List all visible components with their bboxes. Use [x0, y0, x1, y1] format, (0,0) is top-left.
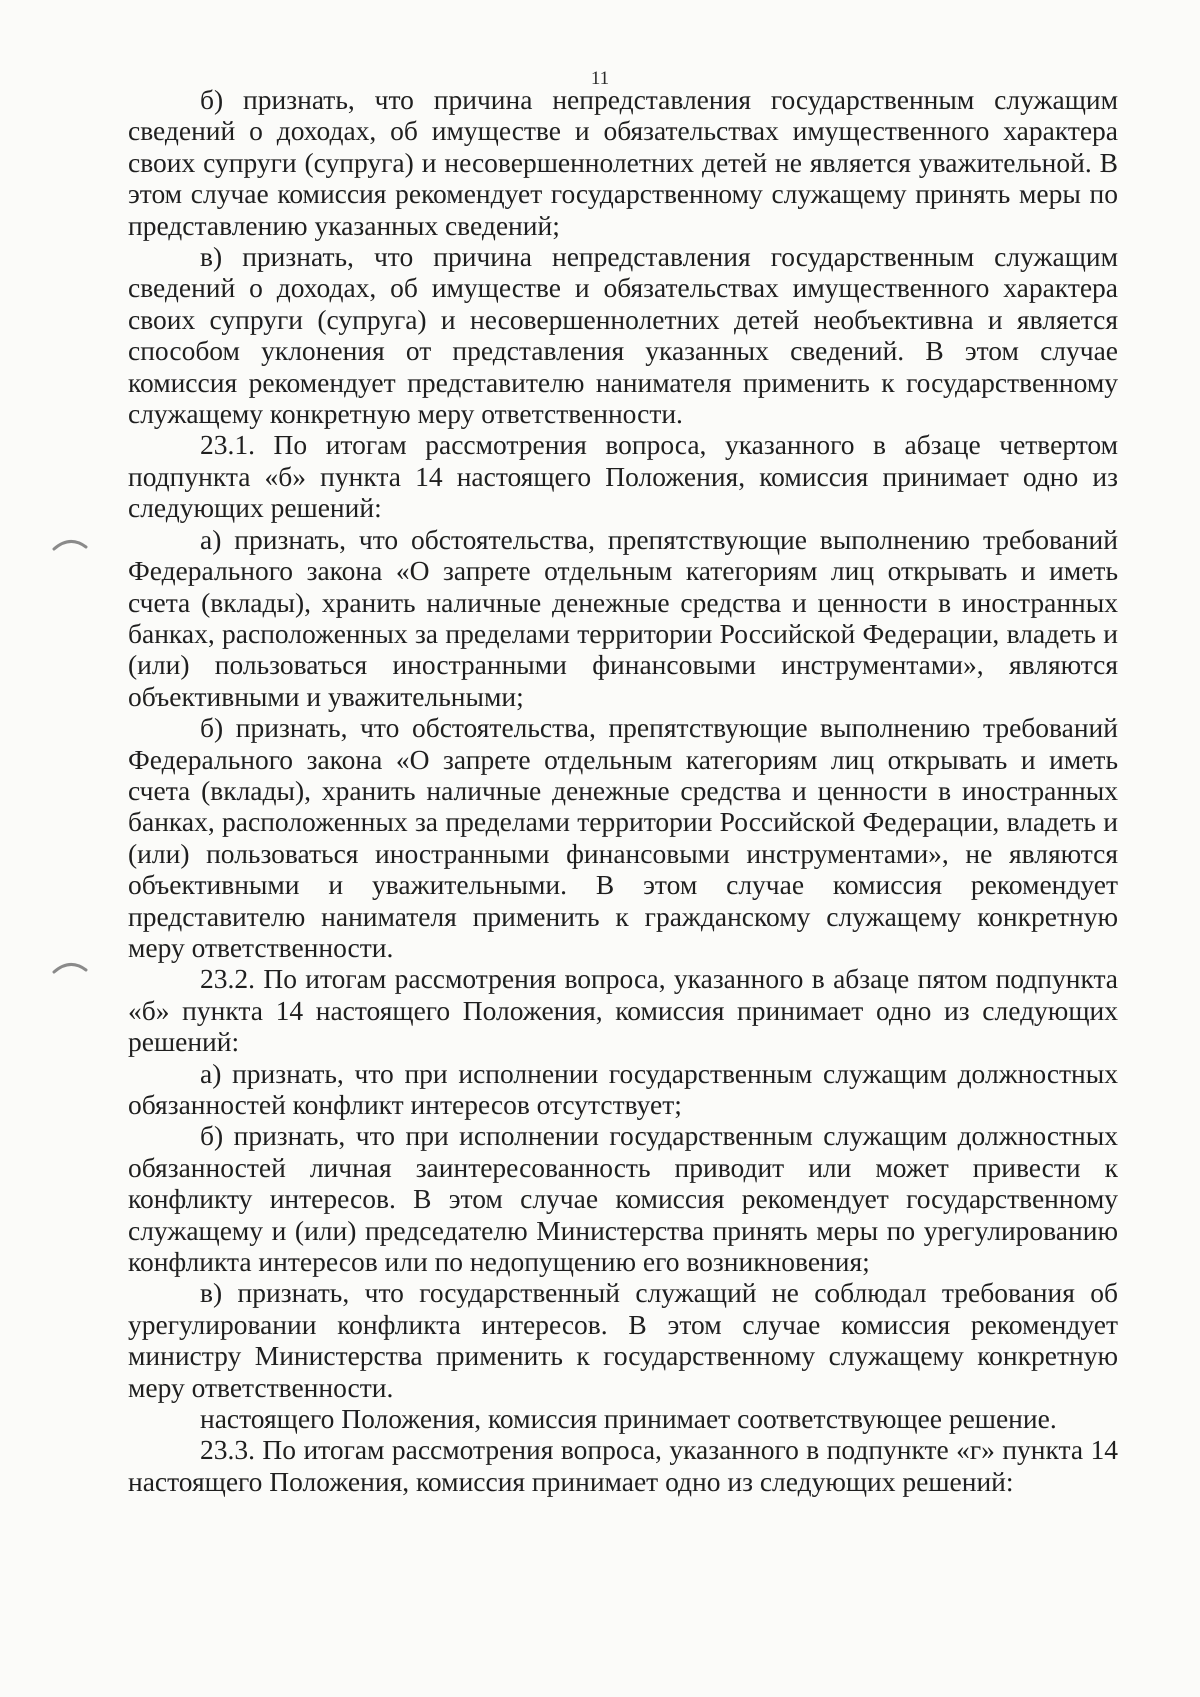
paragraph-23-1-a: а) признать, что обстоятельства, препятствующие выполнению требований Федерального закона «О запрете отдельным категориям лиц открывать и иметь счета (вклады), хранить наличные денежные средства и ценности в иностранных банках, расположенных за пределами территории Российской Федерации, владеть и (или) пользоваться иностранными финансовыми инструментами», являются объективными и уважительными; — [128, 523, 1118, 712]
paragraph-23-1-b: б) признать, что обстоятельства, препятствующие выполнению требований Федерального закона «О запрете отдельным категориям лиц открывать и иметь счета (вклады), хранить наличные денежные средства и ценности в иностранных банках, расположенных за пределами территории Российской Федерации, владеть и (или) пользоваться иностранными финансовыми инструментами», не являются объективными и уважительными. В этом случае комиссия рекомендует представителю нанимателя применить к гражданскому служащему конкретную меру ответственности. — [128, 712, 1118, 963]
paragraph-23-2-v: в) признать, что государственный служащий не соблюдал требования об урегулировании конфликта интересов. В этом случае комиссия рекомендует министру Министерства применить к государственному служащему конкретную меру ответственности. — [128, 1277, 1118, 1403]
document-body — [128, 84, 1118, 1497]
scan-mark — [50, 956, 92, 978]
page-number: 11 — [590, 68, 610, 89]
paragraph-23-3: 23.3. По итогам рассмотрения вопроса, указанного в подпункте «г» пункта 14 настоящего Положения, комиссия принимает одно из следующих решений: — [128, 1434, 1118, 1497]
paragraph-23-2-a: а) признать, что при исполнении государственным служащим должностных обязанностей конфликт интересов отсутствует; — [128, 1057, 1118, 1120]
scan-mark — [50, 533, 92, 555]
paragraph-fragment: настоящего Положения, комиссия принимает соответствующее решение. — [200, 1403, 1057, 1435]
paragraph-b-reason-not-valid: б) признать, что причина непредставления государственным служащим сведений о доходах, об имуществе и обязательствах имущественного характера своих супруги (супруга) и несовершеннолетних детей не является уважительной. В этом случае комиссия рекомендует государственному служащему принять меры по представлению указанных сведений; — [128, 84, 1118, 241]
paragraph-v-reason-evasion: в) признать, что причина непредставления государственным служащим сведений о доходах, об имуществе и обязательствах имущественного характера своих супруги (супруга) и несовершеннолетних детей необъективна и является способом уклонения от представления указанных сведений. В этом случае комиссия рекомендует представителю нанимателя применить к государственному служащему конкретную меру ответственности. — [128, 241, 1118, 430]
paragraph-23-1: 23.1. По итогам рассмотрения вопроса, указанного в абзаце четвертом подпункта «б» пункта 14 настоящего Положения, комиссия принимает одно из следующих решений: — [128, 429, 1118, 524]
paragraph-23-2: 23.2. По итогам рассмотрения вопроса, указанного в абзаце пятом подпункта «б» пункта 14 настоящего Положения, комиссия принимает одно из следующих решений: — [128, 963, 1118, 1058]
paragraph-23-2-b: б) признать, что при исполнении государственным служащим должностных обязанностей личная заинтересованность приводит или может привести к конфликту интересов. В этом случае комиссия рекомендует государственному служащему и (или) председателю Министерства принять меры по урегулированию конфликта интересов или по недопущению его возникновения; — [128, 1120, 1118, 1278]
